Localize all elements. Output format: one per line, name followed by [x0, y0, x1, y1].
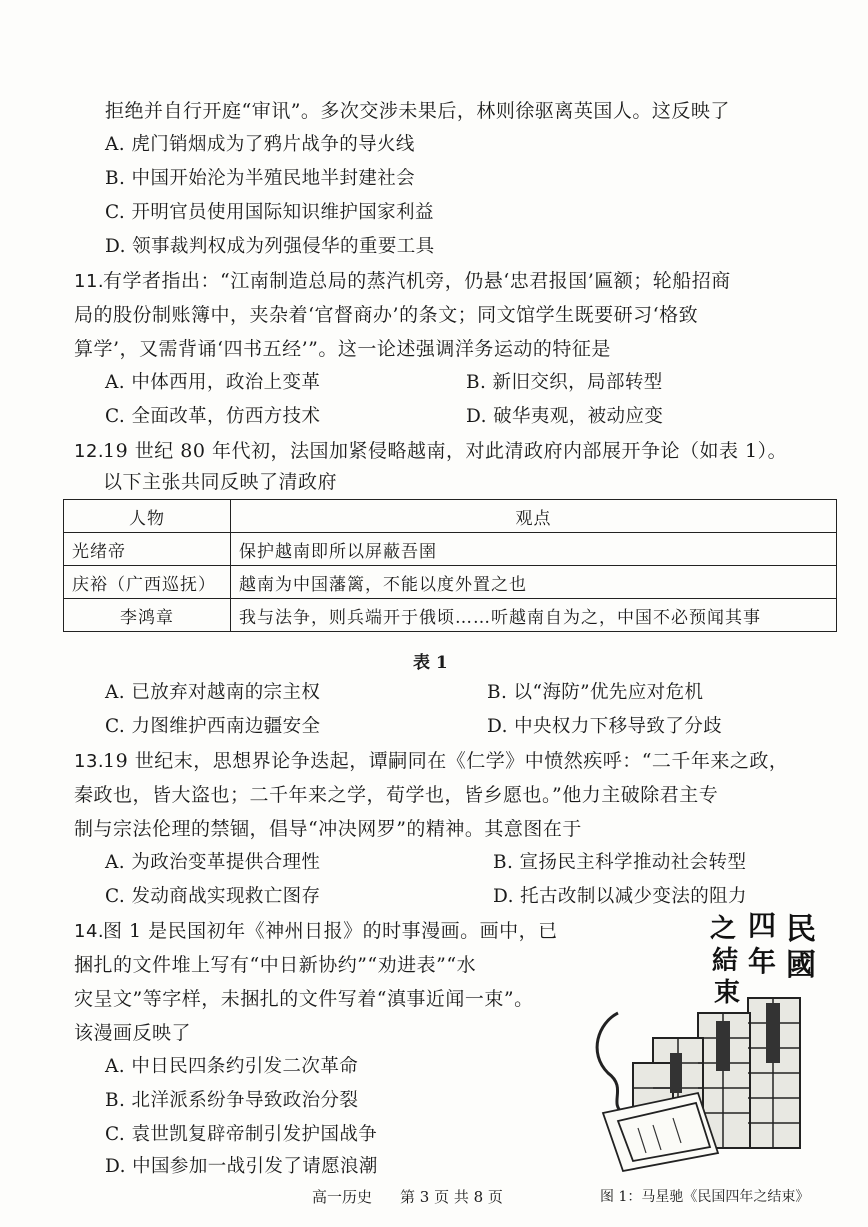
q13-option-b[interactable]: B. 宣扬民主科学推动社会转型: [493, 852, 747, 873]
cartoon-title-char: 結: [712, 946, 739, 976]
q13-option-c[interactable]: C. 发动商战实现救亡图存: [105, 886, 321, 907]
table-cell-view: 保护越南即所以屏蔽吾圉: [231, 533, 837, 566]
q11-stem-line-3: 算学’，又需背诵‘四书五经’”。这一论述强调洋务运动的特征是: [74, 338, 611, 360]
cartoon-title-char: 國: [786, 948, 816, 983]
q11-option-c[interactable]: C. 全面改革，仿西方技术: [105, 406, 321, 427]
q10-option-a[interactable]: A. 虎门销烟成为了鸦片战争的导火线: [105, 134, 415, 155]
q14-stem-line-4: 该漫画反映了: [74, 1022, 192, 1044]
q14-option-b[interactable]: B. 北洋派系纷争导致政治分裂: [105, 1090, 359, 1111]
cartoon-title-char: 之: [710, 914, 737, 944]
q13-stem-line-2: 秦政也，皆大盗也；二千年来之学，荀学也，皆乡愿也。”他力主破除君主专: [74, 784, 719, 806]
cartoon-title-char: 民: [786, 912, 816, 947]
q10-stem-tail: 拒绝并自行开庭“审讯”。多次交涉未果后，林则徐驱离英国人。这反映了: [105, 100, 730, 122]
q11-stem-line-1: 有学者指出：“江南制造总局的蒸汽机旁，仍悬‘忠君报国’匾额；轮船招商: [103, 270, 731, 292]
table-header-view: 观点: [231, 500, 837, 533]
table-row: [64, 566, 837, 599]
q14-option-a[interactable]: A. 中日民四条约引发二次革命: [105, 1056, 359, 1077]
q14-stem-line-2: 捆扎的文件堆上写有“中日新协约”“劝进表”“水: [74, 954, 477, 976]
q11-option-d[interactable]: D. 破华夷观，被动应变: [466, 406, 664, 427]
table-row: [64, 533, 837, 566]
q13-stem-line-3: 制与宗法伦理的禁锢，倡导“冲决网罗”的精神。其意图在于: [74, 818, 582, 840]
q12-option-c[interactable]: C. 力图维护西南边疆安全: [105, 716, 321, 737]
q13-option-d[interactable]: D. 托古改制以减少变法的阻力: [493, 886, 747, 907]
cartoon-title-char: 年: [748, 945, 777, 978]
table-caption: 表 1: [413, 653, 448, 673]
q11-number-text: 11.: [74, 271, 105, 292]
q14-option-d[interactable]: D. 中国参加一战引发了请愿浪潮: [105, 1156, 378, 1177]
q13-number-text: 13.: [74, 751, 105, 772]
q10-option-c[interactable]: C. 开明官员使用国际知识维护国家利益: [105, 202, 434, 223]
q12-stem-line-1: 19 世纪 80 年代初，法国加紧侵略越南，对此清政府内部展开争论（如表 1）。: [103, 440, 788, 462]
table-cell-view: 我与法争，则兵端开于俄顷……听越南自为之，中国不必预闻其事: [231, 599, 837, 632]
q13-stem-line-1: 19 世纪末，思想界论争迭起，谭嗣同在《仁学》中愤然疾呼：“二千年来之政，: [103, 750, 789, 772]
table-cell-person: 光绪帝: [64, 533, 231, 566]
q12-stem-line-2: 以下主张共同反映了清政府: [103, 471, 338, 493]
figure-caption: 图 1：马星驰《民国四年之结束》: [600, 1189, 810, 1205]
q14-option-c[interactable]: C. 袁世凯复辟帝制引发护国战争: [105, 1124, 378, 1145]
viewpoint-table: [63, 499, 837, 632]
q11-option-a[interactable]: A. 中体西用，政治上变革: [105, 372, 321, 393]
q12-option-a[interactable]: A. 已放弃对越南的宗主权: [105, 682, 321, 703]
table-header-person: 人物: [64, 500, 231, 533]
q12-number-text: 12.: [74, 441, 105, 462]
q14-stem-line-1: 图 1 是民国初年《神州日报》的时事漫画。画中，已: [103, 920, 558, 942]
q13-number: [74, 749, 104, 774]
q14-number: [74, 919, 104, 944]
table-cell-person: 庆裕（广西巡抚）: [64, 566, 231, 599]
table-cell-person: 李鸿章: [64, 599, 231, 632]
q12-option-d[interactable]: D. 中央权力下移导致了分歧: [487, 716, 723, 737]
q12-number: [74, 439, 104, 464]
table-header-row: [64, 500, 837, 533]
q10-option-b[interactable]: B. 中国开始沦为半殖民地半封建社会: [105, 168, 416, 189]
q12-option-b[interactable]: B. 以“海防”优先应对危机: [487, 682, 704, 703]
q11-option-b[interactable]: B. 新旧交织，局部转型: [466, 372, 663, 393]
q10-option-d[interactable]: D. 领事裁判权成为列强侵华的重要工具: [105, 236, 435, 257]
footer-subject: 高一历史: [312, 1188, 373, 1206]
table-cell-view: 越南为中国藩篱，不能以度外置之也: [231, 566, 837, 599]
q11-stem-line-2: 局的股份制账簿中，夹杂着‘官督商办’的条文；同文馆学生既要研习‘格致: [74, 304, 699, 326]
q13-option-a[interactable]: A. 为政治变革提供合理性: [105, 852, 321, 873]
q14-number-text: 14.: [74, 921, 105, 942]
cartoon-title-char: 束: [714, 978, 741, 1008]
table-row: [64, 599, 837, 632]
q14-stem-line-3: 灾呈文”等字样，未捆扎的文件写着“滇事近闻一束”。: [74, 988, 534, 1010]
footer-page-number: 第 3 页 共 8 页: [400, 1188, 503, 1206]
q11-number: [74, 269, 104, 294]
cartoon-title-char: 四: [748, 909, 777, 942]
cartoon-illustration: [578, 903, 834, 1175]
